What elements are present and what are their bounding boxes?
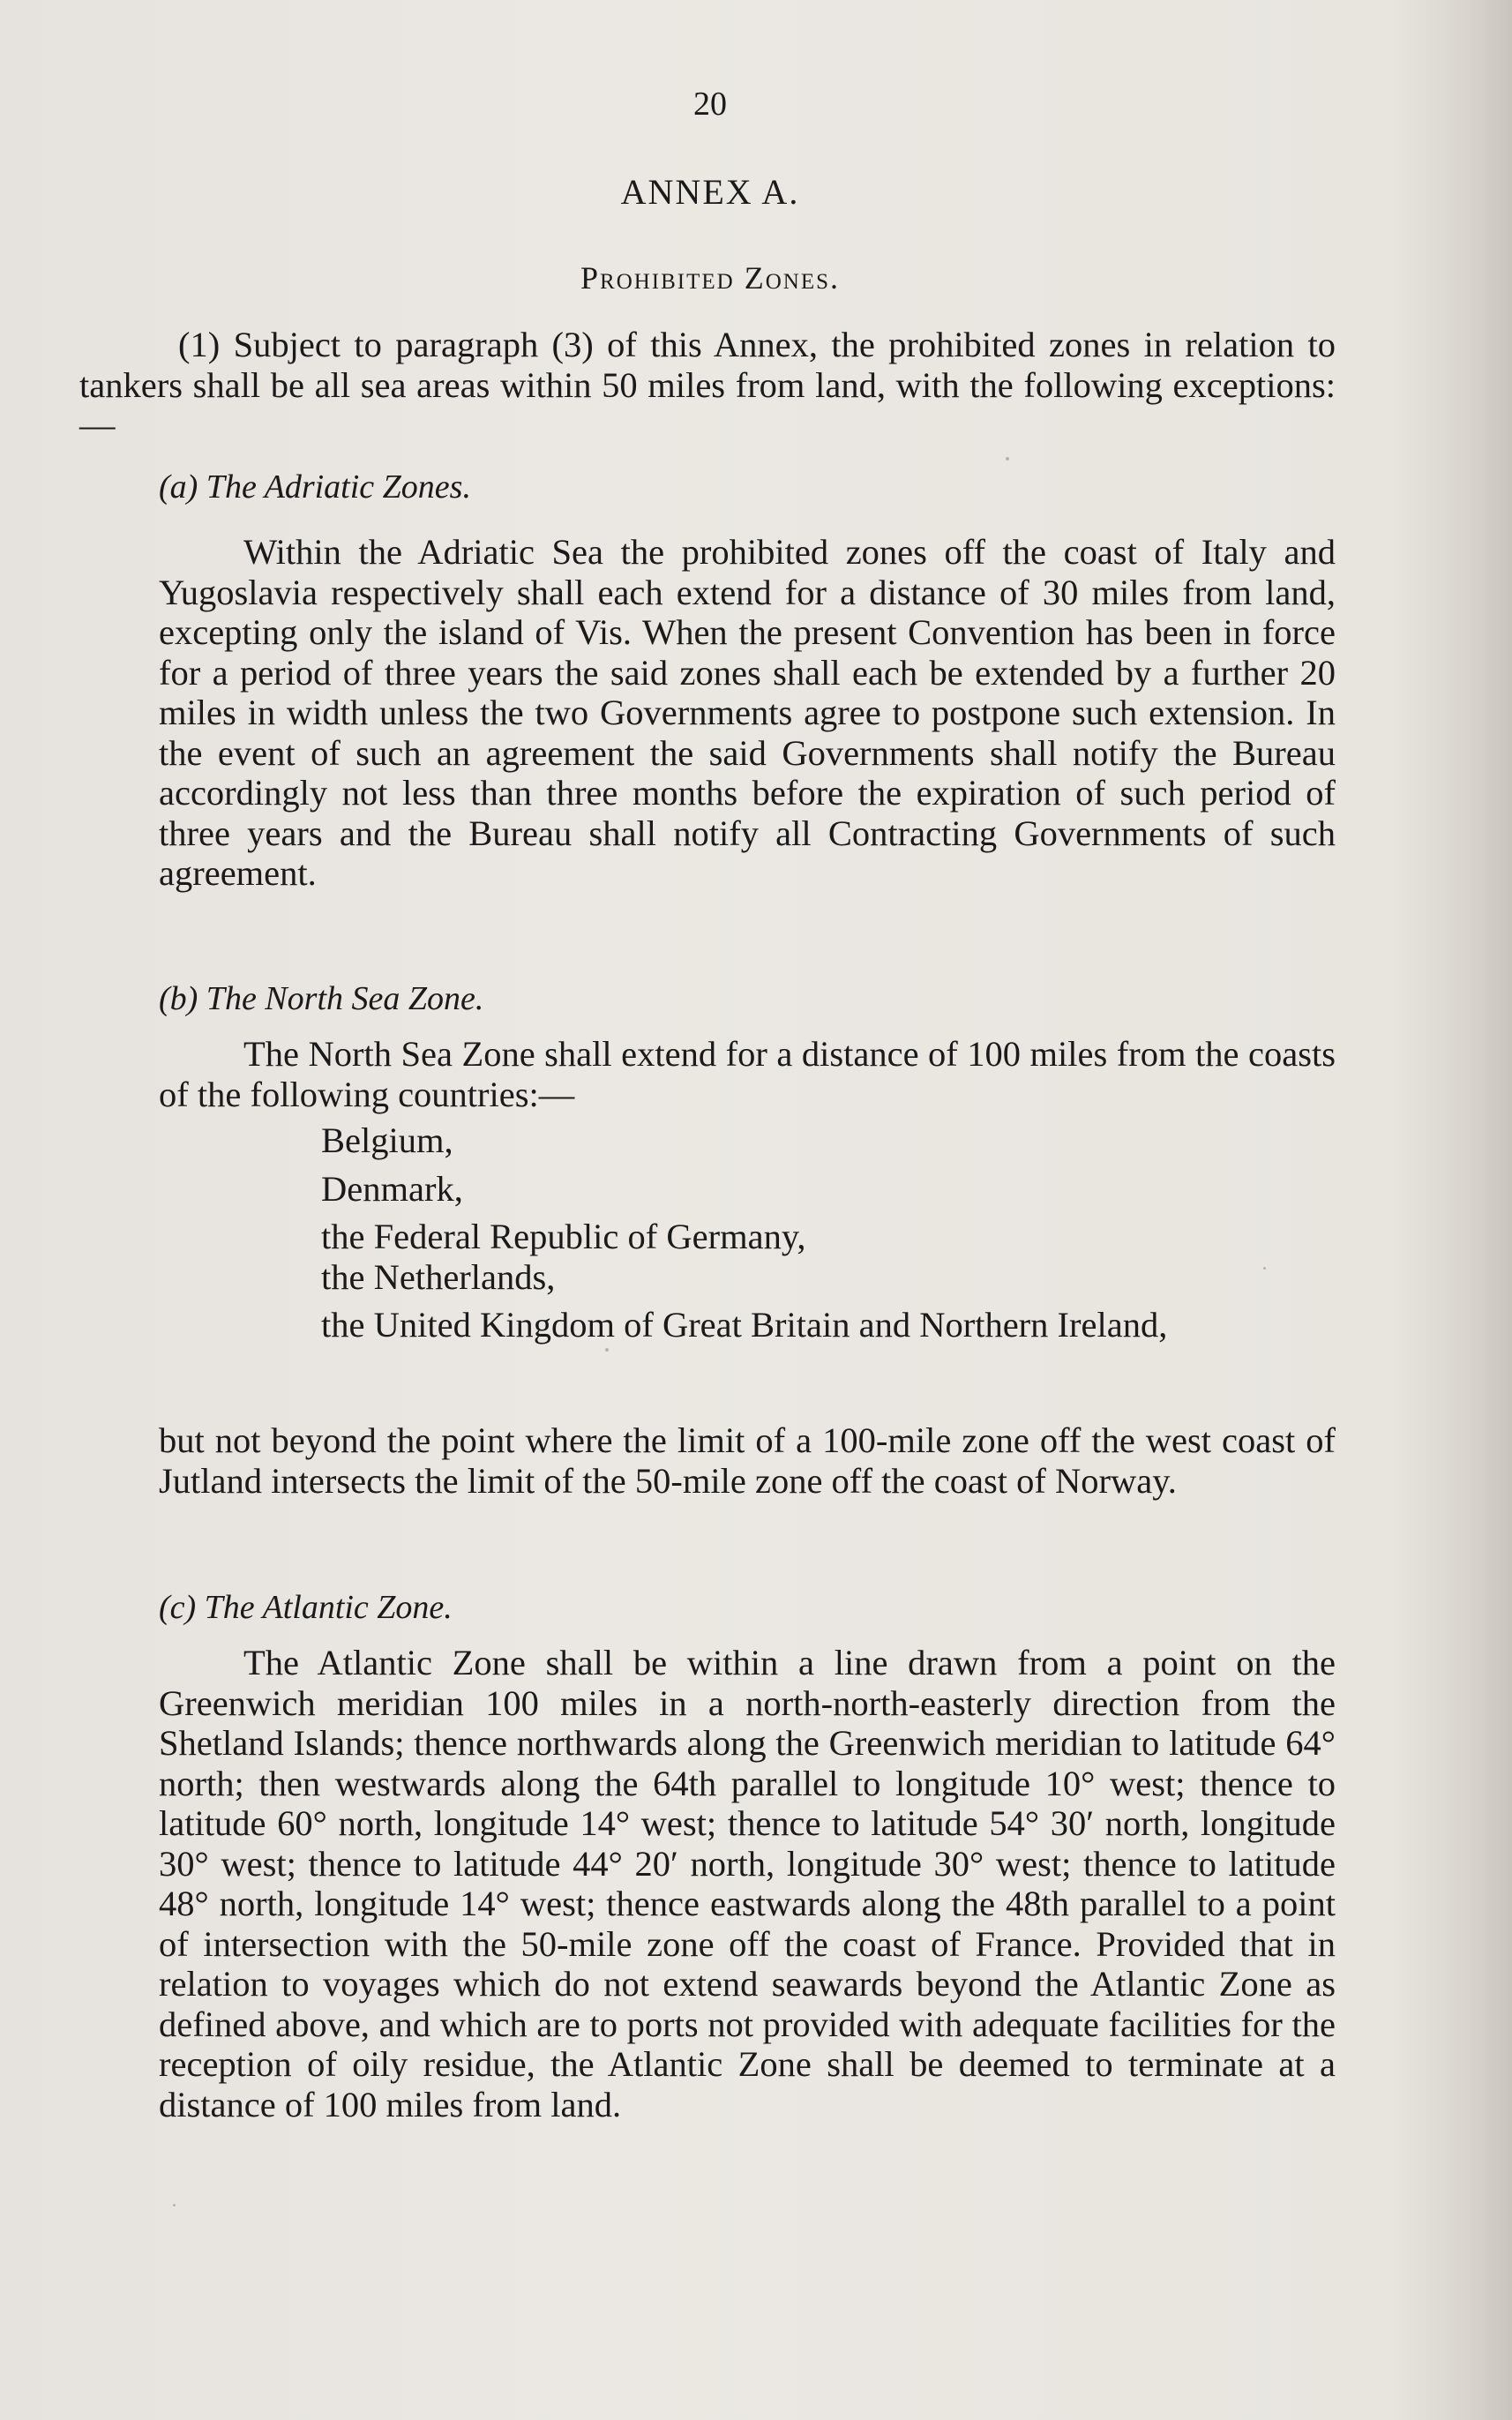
subheading-adriatic-zones: (a) The Adriatic Zones. — [159, 468, 471, 506]
subheading-atlantic-zone: (c) The Atlantic Zone. — [159, 1589, 453, 1626]
paper-speck — [605, 1348, 609, 1352]
subheading-north-sea-zone: (b) The North Sea Zone. — [159, 980, 484, 1017]
country-list-item: Denmark, — [321, 1168, 463, 1209]
intro-paragraph: (1) Subject to paragraph (3) of this Annex, the prohibited zones in relation to tankers shall be all sea areas within 50 miles from land, with the following exceptions:— — [79, 325, 1336, 445]
country-list — [321, 1120, 1336, 1353]
paper-speck — [1006, 457, 1009, 461]
paper-speck — [1263, 1267, 1266, 1270]
paragraph-atlantic-zone: The Atlantic Zone shall be within a line drawn from a point on the Greenwich meridian 100 miles in a north-north-easterly direction from the Shetland Islands; thence northwards along the Greenwich meridian to latitude 64° north; then westwards along the 64th parallel to longitude 10° west; thence to latitude 60° north, longitude 14° west; thence to latitude 54° 30′ north, longitude 30° west; thence to latitude 44° 20′ north, longitude 30° west; thence to latitude 48° north, longitude 14° west; thence eastwards along the 48th parallel to a point of intersection with the 50-mile zone off the coast of France. Provided that in relation to voyages which do not extend seawards beyond the Atlantic Zone as defined above, and which are to ports not provided with adequate facilities for the reception of oily residue, the Atlantic Zone shall be deemed to terminate at a distance of 100 miles from land. — [159, 1643, 1336, 2124]
paper-speck — [173, 2204, 176, 2206]
country-list-item: the United Kingdom of Great Britain and Northern Ireland, — [321, 1305, 1168, 1345]
page-number: 20 — [693, 86, 727, 123]
paragraph-adriatic-zones: Within the Adriatic Sea the prohibited zones off the coast of Italy and Yugoslavia respectively shall each extend for a distance of 30 miles from land, excepting only the island of Vis. When the present Convention has been in force for a period of three years the said zones shall each be extended by a further 20 miles in width unless the two Governments agree to postpone such extension. In the event of such an agreement the said Governments shall notify the Bureau accordingly not less than three months before the expiration of such period of three years and the Bureau shall notify all Contracting Governments of such agreement. — [159, 532, 1336, 893]
country-list-item: the Federal Republic of Germany, — [321, 1217, 806, 1256]
country-list-item: Belgium, — [321, 1120, 453, 1160]
section-title: Prohibited Zones. — [580, 260, 840, 296]
paragraph-north-sea-continuation: but not beyond the point where the limit of a 100-mile zone off the west coast of Jutland intersects the limit of the 50-mile zone off the coast of Norway. — [159, 1420, 1336, 1501]
annex-title: ANNEX A. — [620, 172, 800, 212]
country-list-item: the Netherlands, — [321, 1256, 556, 1297]
paragraph-north-sea-zone: The North Sea Zone shall extend for a distance of 100 miles from the coasts of the following countries:— — [159, 1034, 1336, 1114]
